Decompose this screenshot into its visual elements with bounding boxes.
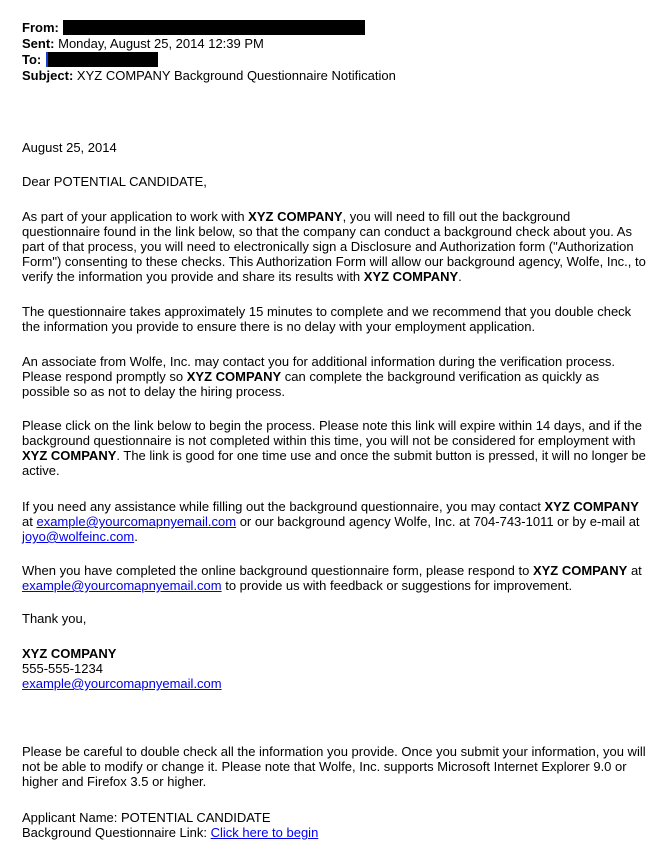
text: . [458,269,462,284]
company-email-link[interactable]: example@yourcomapnyemail.com [36,514,237,529]
sent-value: Monday, August 25, 2014 12:39 PM [58,36,264,51]
applicant-value: POTENTIAL CANDIDATE [121,810,271,825]
company-name: XYZ COMPANY [248,209,343,224]
redacted-sender [63,20,365,35]
letter-date: August 25, 2014 [22,140,117,155]
text: or our background agency Wolfe, Inc. at 704-743-1011 or by e-mail at [236,514,640,529]
text: . [134,529,138,544]
paragraph-4 [22,418,647,478]
paragraph-6 [22,563,647,593]
wolfe-email-link[interactable]: joyo@wolfeinc.com [22,529,135,544]
questionnaire-link-line [22,825,647,840]
paragraph-5 [22,499,647,544]
company-name: XYZ COMPANY [186,369,282,384]
sent-line [22,36,647,52]
from-line [22,20,647,36]
subject-label: Subject: [22,68,74,83]
subject-value: XYZ COMPANY Background Questionnaire Notification [76,68,396,83]
text: If you need any assistance while filling out the background questionnaire, you may contact [22,499,545,514]
paragraph-2: The questionnaire takes approximately 15 minutes to complete and we recommend that you double check the information you provide to ensure there is no delay with your employment application. [22,304,632,334]
applicant-name-line [22,810,647,825]
begin-questionnaire-link[interactable]: Click here to begin [210,825,319,840]
redacted-recipient [46,52,158,67]
signature [22,646,647,691]
to-line [22,52,647,68]
sent-label: Sent: [22,36,55,51]
greeting: Dear POTENTIAL CANDIDATE, [22,174,207,189]
text: at [22,514,37,529]
text: An associate from Wolfe, Inc. may contact you for additional information during the verification process. Please respond promptly so [22,354,615,384]
text: . The link is good for one time use and once the submit button is pressed, it will no longer be active. [22,448,646,478]
signature-email-link[interactable]: example@yourcomapnyemail.com [22,676,222,691]
link-label: Background Questionnaire Link: [22,825,211,840]
company-name: XYZ COMPANY [363,269,459,284]
text: When you have completed the online background questionnaire form, please respond to [22,563,533,578]
signature-company: XYZ COMPANY [22,646,117,661]
feedback-email-link[interactable]: example@yourcomapnyemail.com [22,578,222,593]
company-name: XYZ COMPANY [532,563,628,578]
email-header [22,20,647,84]
text: can complete the background verification as quickly as possible so as not to delay the hiring process. [22,369,600,399]
text: , you will need to fill out the background questionnaire found in the link below, so that the company can conduct a background check about you. As part of that process, you will need to electronically sign a Disclosure and Authorization form ("Authorization Form") consenting to these checks. This Authorization Form will allow our background agency, Wolfe, Inc., to verify the information you provide and share its results with [22,209,646,284]
from-label: From: [22,20,59,35]
text: at [627,563,642,578]
to-label: To: [22,52,42,67]
applicant-info [22,810,647,840]
paragraph-1 [22,209,647,284]
company-name: XYZ COMPANY [22,448,117,463]
text: to provide us with feedback or suggestions for improvement. [221,578,573,593]
text: As part of your application to work with [22,209,249,224]
text: Please click on the link below to begin the process. Please note this link will expire within 14 days, and if the background questionnaire is not completed within this time, you will not be considered for employment with [22,418,643,448]
company-name: XYZ COMPANY [544,499,639,514]
paragraph-3 [22,354,647,399]
paragraph-7: Please be careful to double check all the information you provide. Once you submit your information, you will not be able to modify or change it. Please note that Wolfe, Inc. supports Microsoft Internet Explorer 9.0 or higher and Firefox 3.5 or higher. [22,744,646,789]
subject-line [22,68,647,84]
signature-phone: 555-555-1234 [22,661,103,676]
thanks: Thank you, [22,611,87,626]
applicant-label: Applicant Name: [22,810,121,825]
email-document [22,20,647,840]
